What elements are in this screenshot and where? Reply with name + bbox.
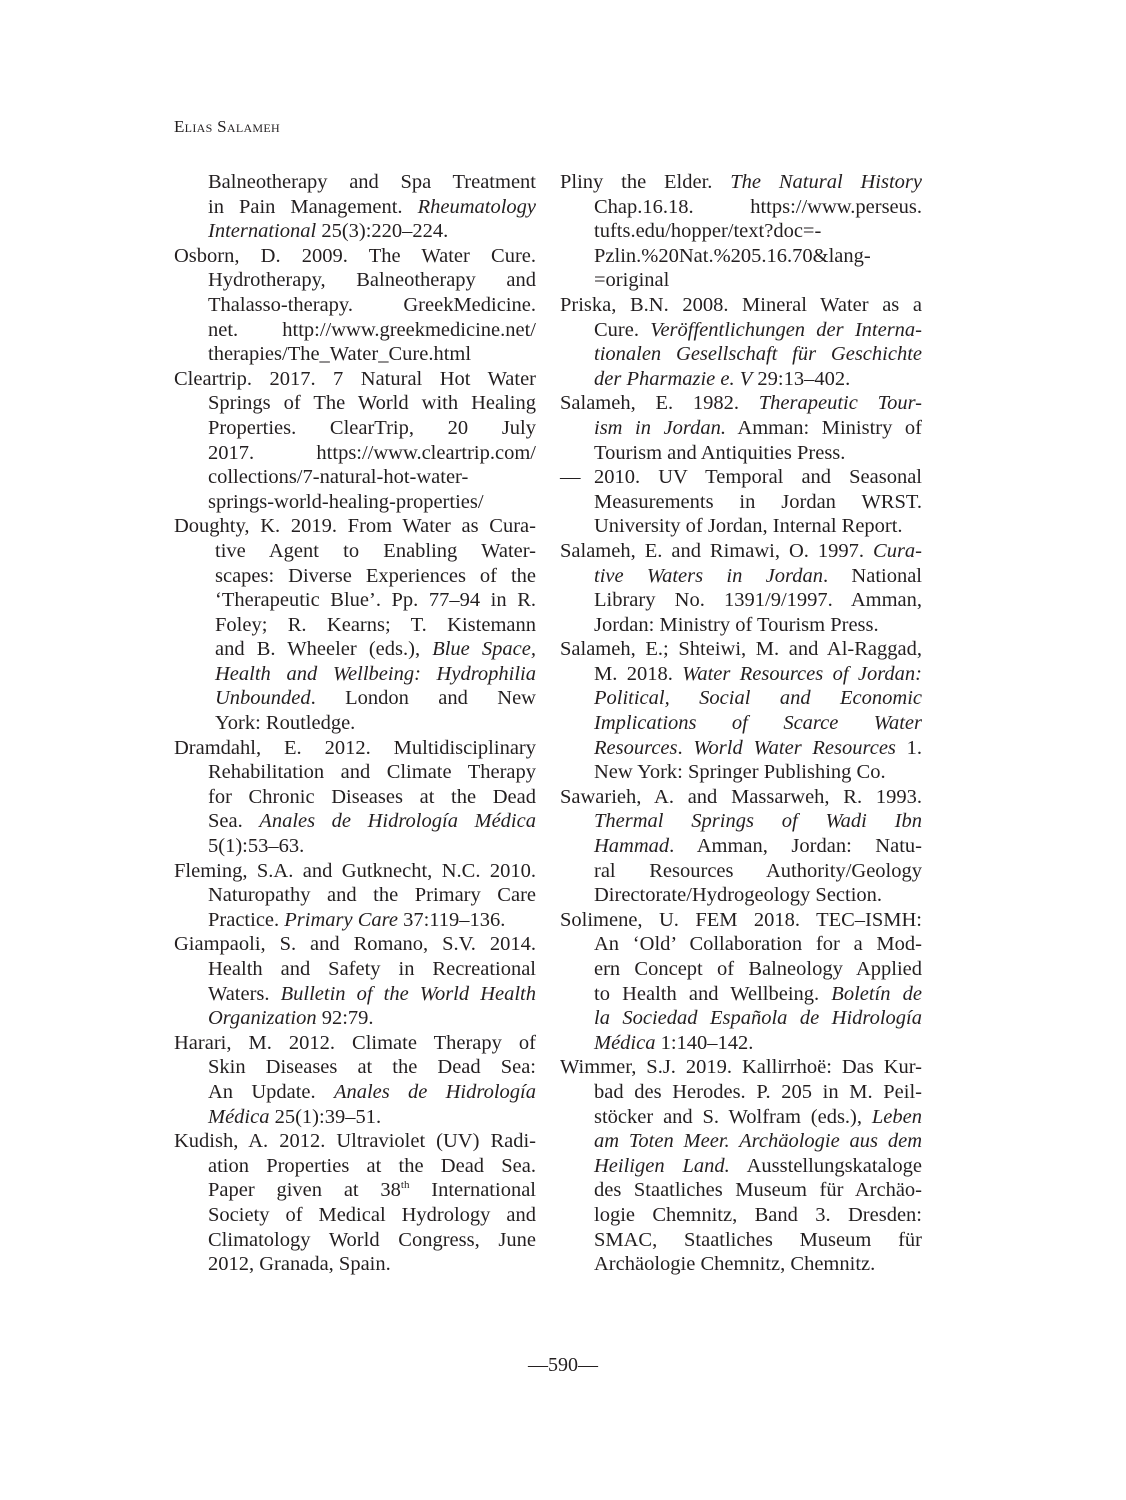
reference-text: 25(3):220–224. bbox=[316, 220, 449, 243]
reference-line bbox=[174, 957, 536, 982]
reference-text: Harari, M. 2012. Climate Therapy of bbox=[174, 1031, 536, 1054]
reference-line bbox=[174, 391, 536, 416]
reference-line bbox=[174, 908, 536, 933]
reference-line bbox=[560, 318, 922, 343]
reference-line bbox=[560, 1129, 922, 1154]
italic-title-text: Boletín de bbox=[831, 982, 923, 1005]
reference-line bbox=[174, 1006, 536, 1031]
reference-line bbox=[560, 982, 922, 1007]
italic-title-text: Leben bbox=[871, 1105, 922, 1128]
reference-text: tive Agent to Enabling Water- bbox=[215, 539, 536, 562]
reference-text: Springs of The World with Healing bbox=[208, 392, 536, 415]
reference-entry bbox=[560, 170, 922, 293]
reference-line bbox=[174, 1055, 536, 1080]
references-left-column bbox=[174, 170, 536, 1277]
reference-line bbox=[560, 1080, 922, 1105]
reference-text: Society of Medical Hydrology and bbox=[208, 1203, 536, 1226]
reference-text: 29:13–402. bbox=[752, 367, 851, 390]
reference-text: Ausstellungskataloge bbox=[729, 1154, 922, 1177]
reference-line bbox=[560, 416, 922, 441]
reference-line bbox=[174, 195, 536, 220]
reference-entry bbox=[174, 736, 536, 859]
reference-text: logie Chemnitz, Band 3. Dresden: bbox=[594, 1203, 922, 1226]
reference-entry bbox=[560, 908, 922, 1056]
italic-title-text: Primary Care bbox=[284, 908, 398, 931]
reference-text: Salameh, E. and Rimawi, O. 1997. bbox=[560, 539, 874, 562]
reference-text: 1. bbox=[895, 736, 923, 759]
reference-text: net. http://www.greekmedicine.net/ bbox=[208, 318, 536, 341]
running-head-author: Elias Salameh bbox=[174, 117, 280, 136]
reference-text: stöcker and S. Wolfram (eds.), bbox=[594, 1105, 872, 1128]
reference-line bbox=[174, 564, 536, 589]
reference-text: . National bbox=[822, 564, 923, 587]
italic-title-text: Médica bbox=[594, 1031, 656, 1054]
reference-line bbox=[560, 613, 922, 638]
reference-text: Doughty, K. 2019. From Water as Cura- bbox=[174, 515, 536, 538]
reference-line bbox=[174, 1129, 536, 1154]
reference-entry bbox=[174, 1129, 536, 1277]
superscript-text: th bbox=[400, 1179, 410, 1192]
reference-line bbox=[174, 367, 536, 392]
reference-text: University of Jordan, Internal Report. bbox=[594, 515, 903, 538]
reference-text: International bbox=[409, 1179, 536, 1202]
italic-title-text: Water Resources of Jordan: bbox=[682, 662, 922, 685]
reference-line bbox=[560, 588, 922, 613]
reference-line bbox=[560, 244, 922, 269]
reference-text: Sawarieh, A. and Massarweh, R. 1993. bbox=[560, 785, 922, 808]
reference-text: Sea. bbox=[208, 810, 260, 833]
italic-title-text: Blue Space, bbox=[432, 638, 536, 661]
reference-text: for Chronic Diseases at the Dead bbox=[208, 785, 536, 808]
reference-text: Giampaoli, S. and Romano, S.V. 2014. bbox=[174, 933, 536, 956]
reference-line bbox=[560, 957, 922, 982]
reference-text: 2017. https://www.cleartrip.com/ bbox=[208, 441, 536, 464]
reference-text: scapes: Diverse Experiences of the bbox=[215, 564, 536, 587]
reference-text: York: Routledge. bbox=[215, 712, 356, 735]
italic-title-text: la Sociedad Española de Hidrología bbox=[594, 1007, 922, 1030]
reference-line bbox=[174, 588, 536, 613]
reference-line bbox=[174, 1080, 536, 1105]
reference-line bbox=[560, 441, 922, 466]
reference-entry bbox=[174, 514, 536, 735]
reference-line bbox=[174, 1105, 536, 1130]
reference-line bbox=[560, 1228, 922, 1253]
reference-line bbox=[174, 686, 536, 711]
reference-text: Pliny the Elder. bbox=[560, 171, 731, 193]
reference-entry bbox=[174, 1031, 536, 1129]
reference-text: Health and Safety in Recreational bbox=[208, 958, 536, 980]
reference-line bbox=[174, 170, 536, 195]
reference-line bbox=[560, 908, 922, 933]
reference-text: . London and New bbox=[310, 687, 536, 710]
reference-line bbox=[560, 1006, 922, 1031]
reference-line bbox=[174, 244, 536, 269]
reference-line bbox=[174, 1203, 536, 1228]
reference-line bbox=[174, 1178, 536, 1203]
reference-text: ern Concept of Balneology Applied bbox=[594, 958, 922, 980]
reference-line bbox=[174, 785, 536, 810]
reference-entry-continued bbox=[174, 170, 536, 244]
reference-text: Foley; R. Kearns; T. Kistemann bbox=[215, 613, 536, 636]
reference-text: 2012, Granada, Spain. bbox=[208, 1253, 391, 1276]
reference-text: in Pain Management. bbox=[208, 195, 418, 218]
reference-line bbox=[560, 662, 922, 687]
reference-text: Climatology World Congress, June bbox=[208, 1228, 536, 1251]
italic-title-text: Veröffentlichungen der Interna- bbox=[650, 318, 922, 341]
reference-line bbox=[560, 883, 922, 908]
reference-line bbox=[174, 1252, 536, 1277]
reference-text: 92:79. bbox=[316, 1007, 374, 1030]
reference-line bbox=[174, 932, 536, 957]
reference-entry bbox=[560, 637, 922, 785]
reference-text: 37:119–136. bbox=[397, 908, 506, 931]
reference-text: Kudish, A. 2012. Ultraviolet (UV) Radi- bbox=[174, 1130, 536, 1153]
reference-line bbox=[560, 785, 922, 810]
reference-entry bbox=[174, 859, 536, 933]
reference-line bbox=[174, 416, 536, 441]
reference-text: Fleming, S.A. and Gutknecht, N.C. 2010. bbox=[174, 859, 536, 882]
reference-text: Cleartrip. 2017. 7 Natural Hot Water bbox=[174, 367, 536, 390]
italic-title-text: Bulletin of the World Health bbox=[280, 982, 537, 1005]
reference-line bbox=[560, 1031, 922, 1056]
italic-title-text: Hammad bbox=[594, 835, 670, 858]
italic-title-text: Implications of Scarce Water bbox=[594, 712, 922, 735]
reference-line bbox=[560, 1055, 922, 1080]
reference-text: Salameh, E.; Shteiwi, M. and Al-Raggad, bbox=[560, 638, 922, 661]
reference-line bbox=[174, 809, 536, 834]
italic-title-text: The Natural History bbox=[730, 171, 922, 193]
italic-title-text: Médica bbox=[208, 1105, 270, 1128]
reference-line bbox=[174, 662, 536, 687]
reference-line bbox=[174, 834, 536, 859]
reference-line bbox=[174, 268, 536, 293]
reference-text: M. 2018. bbox=[594, 662, 683, 685]
reference-line bbox=[174, 219, 536, 244]
reference-line bbox=[560, 293, 922, 318]
reference-line bbox=[174, 1031, 536, 1056]
reference-line bbox=[174, 342, 536, 367]
reference-text: Directorate/Hydrogeology Section. bbox=[594, 884, 883, 907]
reference-text: Properties. ClearTrip, 20 July bbox=[208, 416, 536, 439]
reference-line bbox=[560, 564, 922, 589]
reference-line bbox=[174, 441, 536, 466]
reference-text: Paper given at 38 bbox=[208, 1179, 401, 1202]
reference-line bbox=[560, 736, 922, 761]
italic-title-text: ism in Jordan. bbox=[594, 416, 726, 439]
reference-line bbox=[560, 1252, 922, 1277]
italic-title-text: der Pharmazie e. V bbox=[594, 367, 753, 390]
reference-text: SMAC, Staatliches Museum für bbox=[594, 1228, 922, 1251]
reference-line bbox=[560, 391, 922, 416]
reference-entry bbox=[560, 465, 922, 539]
reference-entry bbox=[560, 1055, 922, 1276]
reference-text: Waters. bbox=[208, 982, 281, 1005]
reference-text: 25(1):39–51. bbox=[269, 1105, 382, 1128]
italic-title-text: Unbounded bbox=[215, 687, 311, 710]
reference-text: Library No. 1391/9/1997. Amman, bbox=[594, 589, 922, 612]
reference-text: to Health and Wellbeing. bbox=[594, 982, 832, 1005]
reference-text: Wimmer, S.J. 2019. Kallirrhoë: Das Kur- bbox=[560, 1056, 922, 1079]
reference-text: Jordan: Ministry of Tourism Press. bbox=[594, 613, 879, 636]
reference-line bbox=[174, 859, 536, 884]
reference-text: =original bbox=[594, 269, 670, 292]
reference-line bbox=[174, 465, 536, 490]
reference-text: Practice. bbox=[208, 908, 285, 931]
reference-text: Chap.16.18. https://www.perseus. bbox=[594, 195, 922, 218]
reference-line bbox=[560, 834, 922, 859]
reference-text: . Amman, Jordan: Natu- bbox=[669, 835, 922, 858]
reference-line bbox=[560, 367, 922, 392]
reference-text: collections/7-natural-hot-water- bbox=[208, 466, 469, 489]
italic-title-text: International bbox=[208, 220, 317, 243]
reference-line bbox=[560, 539, 922, 564]
reference-text: Osborn, D. 2009. The Water Cure. bbox=[174, 244, 536, 267]
reference-line bbox=[560, 637, 922, 662]
reference-text: bad des Herodes. P. 205 in M. Peil- bbox=[594, 1080, 922, 1103]
reference-text: therapies/The_Water_Cure.html bbox=[208, 343, 472, 366]
reference-line bbox=[174, 490, 536, 515]
reference-line bbox=[560, 932, 922, 957]
reference-text: ral Resources Authority/Geology bbox=[594, 859, 922, 882]
reference-entry bbox=[560, 785, 922, 908]
reference-text: and B. Wheeler (eds.), bbox=[215, 638, 433, 661]
reference-text: Measurements in Jordan WRST. bbox=[594, 490, 922, 513]
reference-text: Cure. bbox=[594, 318, 651, 341]
reference-text: springs-world-healing-properties/ bbox=[208, 490, 484, 513]
italic-title-text: Heiligen Land. bbox=[594, 1154, 730, 1177]
italic-title-text: Anales de Hidrología Médica bbox=[259, 810, 536, 833]
reference-line bbox=[174, 318, 536, 343]
reference-text: Naturopathy and the Primary Care bbox=[208, 884, 536, 907]
references-right-column bbox=[560, 170, 922, 1277]
reference-entry bbox=[560, 539, 922, 637]
reference-line bbox=[560, 342, 922, 367]
italic-title-text: tionalen Gesellschaft für Geschichte bbox=[594, 343, 922, 366]
reference-text: 5(1):53–63. bbox=[208, 835, 305, 858]
italic-title-text: Organization bbox=[208, 1007, 317, 1030]
reference-text: Archäologie Chemnitz, Chemnitz. bbox=[594, 1253, 876, 1276]
italic-title-text: Anales de Hidrología bbox=[333, 1080, 536, 1103]
reference-line bbox=[174, 293, 536, 318]
italic-title-text: am Toten Meer. Archäologie aus dem bbox=[594, 1130, 922, 1153]
reference-line bbox=[560, 514, 922, 539]
reference-text: 2010. UV Temporal and Seasonal bbox=[594, 466, 922, 489]
reference-line bbox=[174, 1154, 536, 1179]
reference-line bbox=[560, 268, 922, 293]
page-number: —590— bbox=[528, 1354, 598, 1376]
reference-text: tufts.edu/hopper/text?doc=- bbox=[594, 220, 822, 243]
reference-text: An ‘Old’ Collaboration for a Mod- bbox=[594, 933, 922, 956]
reference-text: Rehabilitation and Climate Therapy bbox=[208, 761, 536, 784]
reference-line bbox=[560, 859, 922, 884]
reference-line bbox=[174, 711, 536, 736]
italic-title-text: tive Waters in Jordan bbox=[594, 564, 823, 587]
italic-title-text: Resources bbox=[594, 736, 678, 759]
italic-title-text: Health and Wellbeing: Hydrophilia bbox=[215, 662, 536, 685]
reference-text: . bbox=[677, 736, 694, 759]
italic-title-text: Thermal Springs of Wadi Ibn bbox=[594, 810, 922, 833]
reference-text: Priska, B.N. 2008. Mineral Water as a bbox=[560, 293, 922, 316]
reference-text: Thalasso-therapy. GreekMedicine. bbox=[208, 293, 536, 316]
reference-line bbox=[560, 1154, 922, 1179]
reference-text: Solimene, U. FEM 2018. TEC–ISMH: bbox=[560, 908, 922, 931]
reference-line bbox=[174, 637, 536, 662]
reference-line bbox=[560, 1203, 922, 1228]
reference-text: New York: Springer Publishing Co. bbox=[594, 761, 886, 784]
reference-text: Amman: Ministry of bbox=[726, 416, 922, 439]
italic-title-text: Cura- bbox=[873, 539, 922, 562]
italic-title-text: Rheumatology bbox=[417, 195, 536, 218]
italic-title-text: Therapeutic Tour- bbox=[758, 392, 922, 415]
reference-entry bbox=[560, 293, 922, 391]
reference-entry bbox=[560, 391, 922, 465]
reference-line bbox=[560, 465, 922, 490]
reference-line bbox=[560, 711, 922, 736]
reference-text: 1:140–142. bbox=[655, 1031, 754, 1054]
reference-text: ation Properties at the Dead Sea. bbox=[208, 1154, 536, 1177]
reference-line bbox=[174, 514, 536, 539]
reference-line bbox=[174, 982, 536, 1007]
reference-text: An Update. bbox=[208, 1080, 334, 1103]
reference-text: Salameh, E. 1982. bbox=[560, 392, 759, 415]
reference-line bbox=[560, 490, 922, 515]
reference-line bbox=[174, 539, 536, 564]
reference-text: Tourism and Antiquities Press. bbox=[594, 441, 846, 464]
reference-entry bbox=[174, 367, 536, 515]
reference-text: Skin Diseases at the Dead Sea: bbox=[208, 1056, 536, 1079]
italic-title-text: World Water Resources bbox=[693, 736, 896, 759]
italic-title-text: Political, Social and Economic bbox=[594, 687, 922, 710]
reference-line bbox=[560, 760, 922, 785]
reference-text: des Staatliches Museum für Archäo- bbox=[594, 1179, 922, 1202]
reference-text: Hydrotherapy, Balneotherapy and bbox=[208, 269, 536, 292]
reference-line bbox=[560, 686, 922, 711]
reference-line bbox=[560, 1178, 922, 1203]
reference-text: Dramdahl, E. 2012. Multidisciplinary bbox=[174, 736, 536, 759]
reference-line bbox=[174, 736, 536, 761]
reference-entry bbox=[174, 244, 536, 367]
reference-line bbox=[174, 883, 536, 908]
reference-line bbox=[174, 613, 536, 638]
reference-text: Balneotherapy and Spa Treatment bbox=[208, 171, 536, 193]
reference-line bbox=[174, 1228, 536, 1253]
reference-line bbox=[560, 195, 922, 220]
reference-line bbox=[560, 809, 922, 834]
reference-entry bbox=[174, 932, 536, 1030]
reference-line bbox=[174, 760, 536, 785]
ditto-dash: — bbox=[560, 466, 581, 489]
reference-line bbox=[560, 170, 922, 195]
reference-text: ‘Therapeutic Blue’. Pp. 77–94 in R. bbox=[215, 589, 536, 612]
reference-line bbox=[560, 1105, 922, 1130]
reference-text: Pzlin.%20Nat.%205.16.70&lang- bbox=[594, 244, 871, 267]
reference-line bbox=[560, 219, 922, 244]
